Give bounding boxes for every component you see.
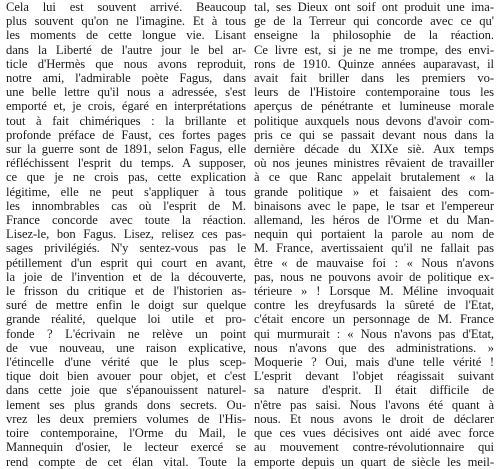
text-line: légitime, elle ne peut s'appliquer à tous [6, 184, 246, 199]
text-line: c'était encore un personnage de M. France [254, 312, 494, 327]
text-line: tique doit bien avouer pour objet, et c'est [6, 369, 246, 384]
text-line: les innombrables cas où l'esprit de M. [6, 198, 246, 213]
right-column [254, 0, 494, 469]
text-line: contre les dreyfusards la sûreté de l'Etat, [254, 298, 494, 313]
text-line: grande politique » et faisaient des com- [254, 184, 494, 199]
text-line: nequin qui portaient la parole au nom de [254, 227, 494, 242]
text-line: la joie de l'invention et de la découverte, [6, 269, 246, 284]
text-line: M. France, avertissaient qu'il ne fallait pas [254, 241, 494, 256]
text-line: l'étincelle d'une vérité que le plus scep- [6, 355, 246, 370]
text-line: fonde ? L'écrivain ne relève un point [6, 326, 246, 341]
text-line: pas, nous ne pouvons avoir de politique ex- [254, 269, 494, 284]
text-line: le frisson du critique et de l'historien as- [6, 284, 246, 299]
text-line: vrez les deux premiers volumes de l'His- [6, 411, 246, 426]
text-line: Mannequin d'osier, le lecteur exercé se [6, 440, 246, 455]
text-line: dans cette joie que s'épanouissent naturel- [6, 383, 246, 398]
text-line: plus souvent qu'on ne l'imagine. Et à tous [6, 14, 246, 29]
text-line: sa nature d'esprit. Il était difficile de [254, 383, 494, 398]
text-line: politique auxquels nous devons d'avoir com- [254, 113, 494, 128]
text-line: France concorde avec toute la réaction. [6, 213, 246, 228]
text-line: qui murmurait : « Nous n'avons pas d'Etat, [254, 326, 494, 341]
text-line: toire contemporaine, l'Orme du Mail, le [6, 426, 246, 441]
text-line: notre ami, l'admirable poète Fagus, dans [6, 71, 246, 86]
text-line: rend compte de cet élan vital. Toute la [6, 454, 246, 469]
text-line: emporté et, je crois, égaré en interprétations [6, 99, 246, 114]
text-line: Ce livre est, si je ne me trompe, des envi- [254, 42, 494, 57]
text-line: Moquerie ? Oui, mais d'une telle vérité ! [254, 355, 494, 370]
text-line: emporte depuis un quart de siècle les meil- [254, 454, 494, 469]
text-line: allemand, les héros de l'Orme et du Man- [254, 213, 494, 228]
text-line: ticle d'Hermès que nous avons reproduit, [6, 56, 246, 71]
text-line: enseigne la philosophie de la réaction. [254, 28, 494, 43]
text-line: profonde préface de Faust, ces fortes pages [6, 127, 246, 142]
text-line: ge de la Terreur qui concorde avec ce qu' [254, 14, 494, 29]
text-line: de vue nouveau, une raison explicative, [6, 340, 246, 355]
text-line: à ce que Ranc appelait brutalement « la [254, 170, 494, 185]
text-line: Lisez-le, bon Fagus. Lisez, relisez ces pas- [6, 227, 246, 242]
left-column [6, 0, 246, 469]
text-line: une belle lettre qu'il nous a adressée, s'est [6, 85, 246, 100]
text-line: grande réalité, quelque loi utile et pro- [6, 312, 246, 327]
text-line: binaisons avec le pape, le tsar et l'empereur [254, 198, 494, 213]
text-line: n'être pas saisi. Nous l'avons été quant à [254, 397, 494, 412]
text-line: les moments de cette longue vie. Lisant [6, 28, 246, 43]
text-line: que ces vues décisives ont aidé avec force [254, 426, 494, 441]
text-line: dans la Liberté de l'autre jour le bel ar- [6, 42, 246, 57]
text-line: pétillement d'un esprit qui court en avant, [6, 255, 246, 270]
text-line: sages privilégiés. N'y sentez-vous pas le [6, 241, 246, 256]
text-line: sur la guerre sont de 1891, selon Fagus, elle [6, 142, 246, 157]
text-line: dernière décade du XIXe siè. Aux temps [254, 142, 494, 157]
text-line: ce que je ne crois pas, cette explication [6, 170, 246, 185]
text-line: nous. Et nous avons le droit de déclarer [254, 411, 494, 426]
text-line: tal, ses Dieux ont soif ont produit une ima- [254, 0, 494, 14]
text-line: L'esprit devant l'objet réagissait suivant [254, 369, 494, 384]
text-line: au mouvement contre-révolutionnaire qui [254, 440, 494, 455]
text-line: avait fait briller dans les premiers vo- [254, 71, 494, 86]
text-line: térieure » ! Lorsque M. Méline invoquait [254, 284, 494, 299]
text-line: leurs de l'Histoire contemporaine tous les [254, 85, 494, 100]
text-line: rons de 1910. Quinze années auparavast, il [254, 56, 494, 71]
text-line: aperçus de pénétrante et lumineuse morale [254, 99, 494, 114]
text-line: nous n'avons que des administrations. » [254, 340, 494, 355]
text-line: où nos jeunes ministres rêvaient de travailler [254, 156, 494, 171]
text-line: suré de mettre enfin le doigt sur quelque [6, 298, 246, 313]
text-line: réfléchissent l'esprit du temps. A supposer, [6, 156, 246, 171]
text-line: lement ses plus grands dons secrets. Ou- [6, 397, 246, 412]
text-line: pris ce qui se passait devant nous dans la [254, 127, 494, 142]
text-line: Cela lui est souvent arrivé. Beaucoup [6, 0, 246, 14]
text-line: être « de mauvaise foi : « Nous n'avons [254, 255, 494, 270]
text-line: tout à fait chimériques : la brillante et [6, 113, 246, 128]
